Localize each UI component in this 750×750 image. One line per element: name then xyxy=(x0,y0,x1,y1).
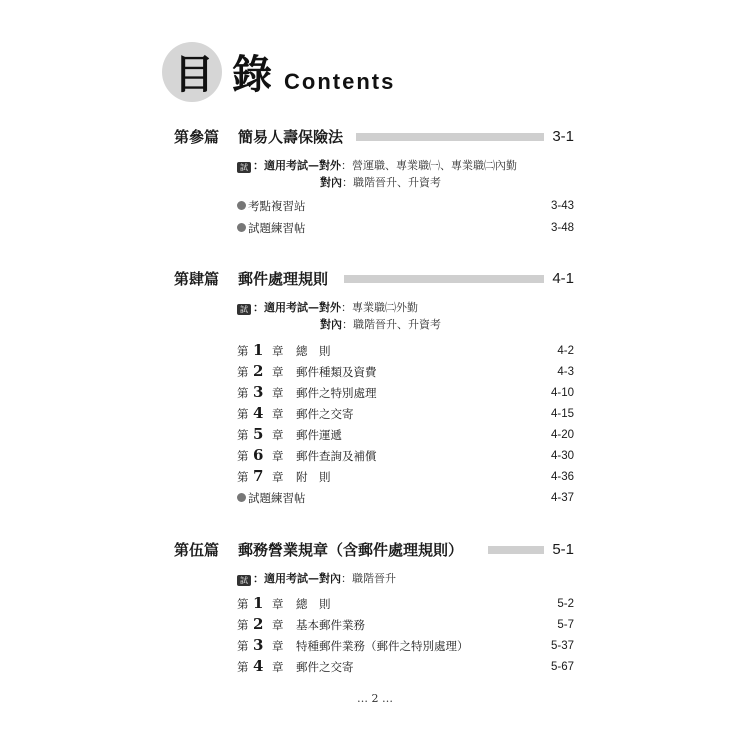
title-char-mu: 目 xyxy=(174,52,214,98)
chapter-title: 郵件種類及資費 xyxy=(296,365,377,379)
exam-note-inner xyxy=(320,175,441,191)
chapter-entry[interactable] xyxy=(237,425,574,446)
entry-page: 4-37 xyxy=(550,492,574,504)
chapter-title: 郵件之交寄 xyxy=(296,660,354,674)
title-char-lu: 錄 xyxy=(232,52,272,98)
chapter-page: 5-67 xyxy=(550,661,574,673)
chapter-page: 4-3 xyxy=(557,366,574,378)
chapter-title: 總 則 xyxy=(296,597,331,611)
chapter-page: 4-20 xyxy=(550,429,574,441)
chapter-suffix: 章 xyxy=(272,428,284,442)
chapter-page: 4-15 xyxy=(550,408,574,420)
chapter-entry[interactable] xyxy=(237,615,574,636)
chapter-number: 3 xyxy=(253,383,264,401)
chapter-number: 6 xyxy=(253,446,264,464)
chapter-prefix: 第 xyxy=(237,365,249,379)
chapter-title: 特種郵件業務（郵件之特別處理） xyxy=(296,639,469,653)
exam-badge-icon: 試 xyxy=(237,162,251,173)
part-page: 3-1 xyxy=(552,128,574,145)
chapter-prefix: 第 xyxy=(237,660,249,674)
chapter-entry[interactable] xyxy=(237,362,574,383)
leader-bar xyxy=(344,275,544,283)
leader-bar xyxy=(356,133,544,141)
leader-bar xyxy=(488,546,544,554)
chapter-suffix: 章 xyxy=(272,618,284,632)
toc-entry[interactable] xyxy=(237,218,574,238)
chapter-prefix: 第 xyxy=(237,344,249,358)
chapter-title: 郵件之特別處理 xyxy=(296,386,377,400)
exam-note-prefix: ：適用考試—對內 xyxy=(253,572,341,585)
chapter-entry[interactable] xyxy=(237,657,574,678)
chapter-entry[interactable] xyxy=(237,467,574,488)
part-label: 第參篇 xyxy=(174,128,220,146)
chapter-title: 郵件運遞 xyxy=(296,428,342,442)
chapter-prefix: 第 xyxy=(237,639,249,653)
part-heading-3[interactable] xyxy=(174,125,574,149)
entry-page: 3-48 xyxy=(550,222,574,234)
chapter-page: 5-2 xyxy=(557,598,574,610)
chapter-prefix: 第 xyxy=(237,449,249,463)
chapter-entry[interactable] xyxy=(237,636,574,657)
exam-note xyxy=(237,571,396,587)
entry-title: 試題練習帖 xyxy=(248,491,306,505)
chapter-page: 5-7 xyxy=(557,619,574,631)
exam-note-inner-detail: ：職階晉升、升資考 xyxy=(342,318,441,331)
chapter-suffix: 章 xyxy=(272,639,284,653)
page-number: … 2 … xyxy=(357,692,393,705)
chapter-title: 郵件查詢及補償 xyxy=(296,449,377,463)
toc-header xyxy=(162,42,582,108)
chapter-prefix: 第 xyxy=(237,386,249,400)
chapter-title: 總 則 xyxy=(296,344,331,358)
chapter-entry[interactable] xyxy=(237,594,574,615)
exam-note xyxy=(237,300,418,316)
chapter-entry[interactable] xyxy=(237,383,574,404)
chapter-suffix: 章 xyxy=(272,407,284,421)
chapter-entry[interactable] xyxy=(237,446,574,467)
part-page: 4-1 xyxy=(552,270,574,287)
entry-title: 考點複習站 xyxy=(248,199,306,213)
chapter-number: 5 xyxy=(253,425,264,443)
toc-entry[interactable] xyxy=(237,488,574,508)
chapter-suffix: 章 xyxy=(272,660,284,674)
chapter-prefix: 第 xyxy=(237,470,249,484)
chapter-title: 郵件之交寄 xyxy=(296,407,354,421)
exam-note-inner-label: 對內 xyxy=(320,318,342,331)
chapter-prefix: 第 xyxy=(237,618,249,632)
chapter-suffix: 章 xyxy=(272,470,284,484)
entry-title: 試題練習帖 xyxy=(248,221,306,235)
exam-badge-icon: 試 xyxy=(237,575,251,586)
chapter-page: 4-30 xyxy=(550,450,574,462)
exam-note-inner-detail: ：職階晉升、升資考 xyxy=(342,176,441,189)
chapter-number: 3 xyxy=(253,636,264,654)
chapter-entry[interactable] xyxy=(237,404,574,425)
exam-note-inner-label: 對內 xyxy=(320,176,342,189)
exam-note-prefix: ：適用考試—對外 xyxy=(253,159,341,172)
part-label: 第肆篇 xyxy=(174,270,220,288)
part-title: 郵件處理規則 xyxy=(238,270,329,288)
part-heading-5[interactable] xyxy=(174,538,574,562)
chapter-prefix: 第 xyxy=(237,428,249,442)
chapter-suffix: 章 xyxy=(272,386,284,400)
chapter-page: 4-36 xyxy=(550,471,574,483)
bullet-icon xyxy=(237,201,246,210)
exam-note-prefix: ：適用考試—對外 xyxy=(253,301,341,314)
exam-note xyxy=(237,158,517,174)
chapter-entry[interactable] xyxy=(237,341,574,362)
chapter-prefix: 第 xyxy=(237,407,249,421)
exam-note-inner xyxy=(320,317,441,333)
chapter-number: 4 xyxy=(253,657,264,675)
part-page: 5-1 xyxy=(552,541,574,558)
chapter-page: 5-37 xyxy=(550,640,574,652)
exam-note-detail: ：職階晉升 xyxy=(341,572,396,585)
chapter-number: 7 xyxy=(253,467,264,485)
part-title: 郵務營業規章（含郵件處理規則） xyxy=(238,541,464,559)
chapter-page: 4-10 xyxy=(550,387,574,399)
chapter-number: 2 xyxy=(253,615,264,633)
bullet-icon xyxy=(237,493,246,502)
part-label: 第伍篇 xyxy=(174,541,220,559)
exam-note-detail: ：專業職㈡外勤 xyxy=(341,301,418,314)
chapter-prefix: 第 xyxy=(237,597,249,611)
title-contents: Contents xyxy=(284,69,396,94)
chapter-number: 2 xyxy=(253,362,264,380)
chapter-number: 1 xyxy=(253,341,264,359)
chapter-number: 4 xyxy=(253,404,264,422)
exam-note-detail: ：營運職、專業職㈠、專業職㈡內勤 xyxy=(341,159,517,172)
part-heading-4[interactable] xyxy=(174,267,574,291)
chapter-number: 1 xyxy=(253,594,264,612)
chapter-suffix: 章 xyxy=(272,344,284,358)
chapter-suffix: 章 xyxy=(272,449,284,463)
toc-entry[interactable] xyxy=(237,196,574,216)
entry-page: 3-43 xyxy=(550,200,574,212)
chapter-suffix: 章 xyxy=(272,365,284,379)
part-title: 簡易人壽保險法 xyxy=(238,128,344,146)
chapter-suffix: 章 xyxy=(272,597,284,611)
chapter-title: 附 則 xyxy=(296,470,331,484)
exam-badge-icon: 試 xyxy=(237,304,251,315)
chapter-page: 4-2 xyxy=(557,345,574,357)
chapter-title: 基本郵件業務 xyxy=(296,618,365,632)
bullet-icon xyxy=(237,223,246,232)
